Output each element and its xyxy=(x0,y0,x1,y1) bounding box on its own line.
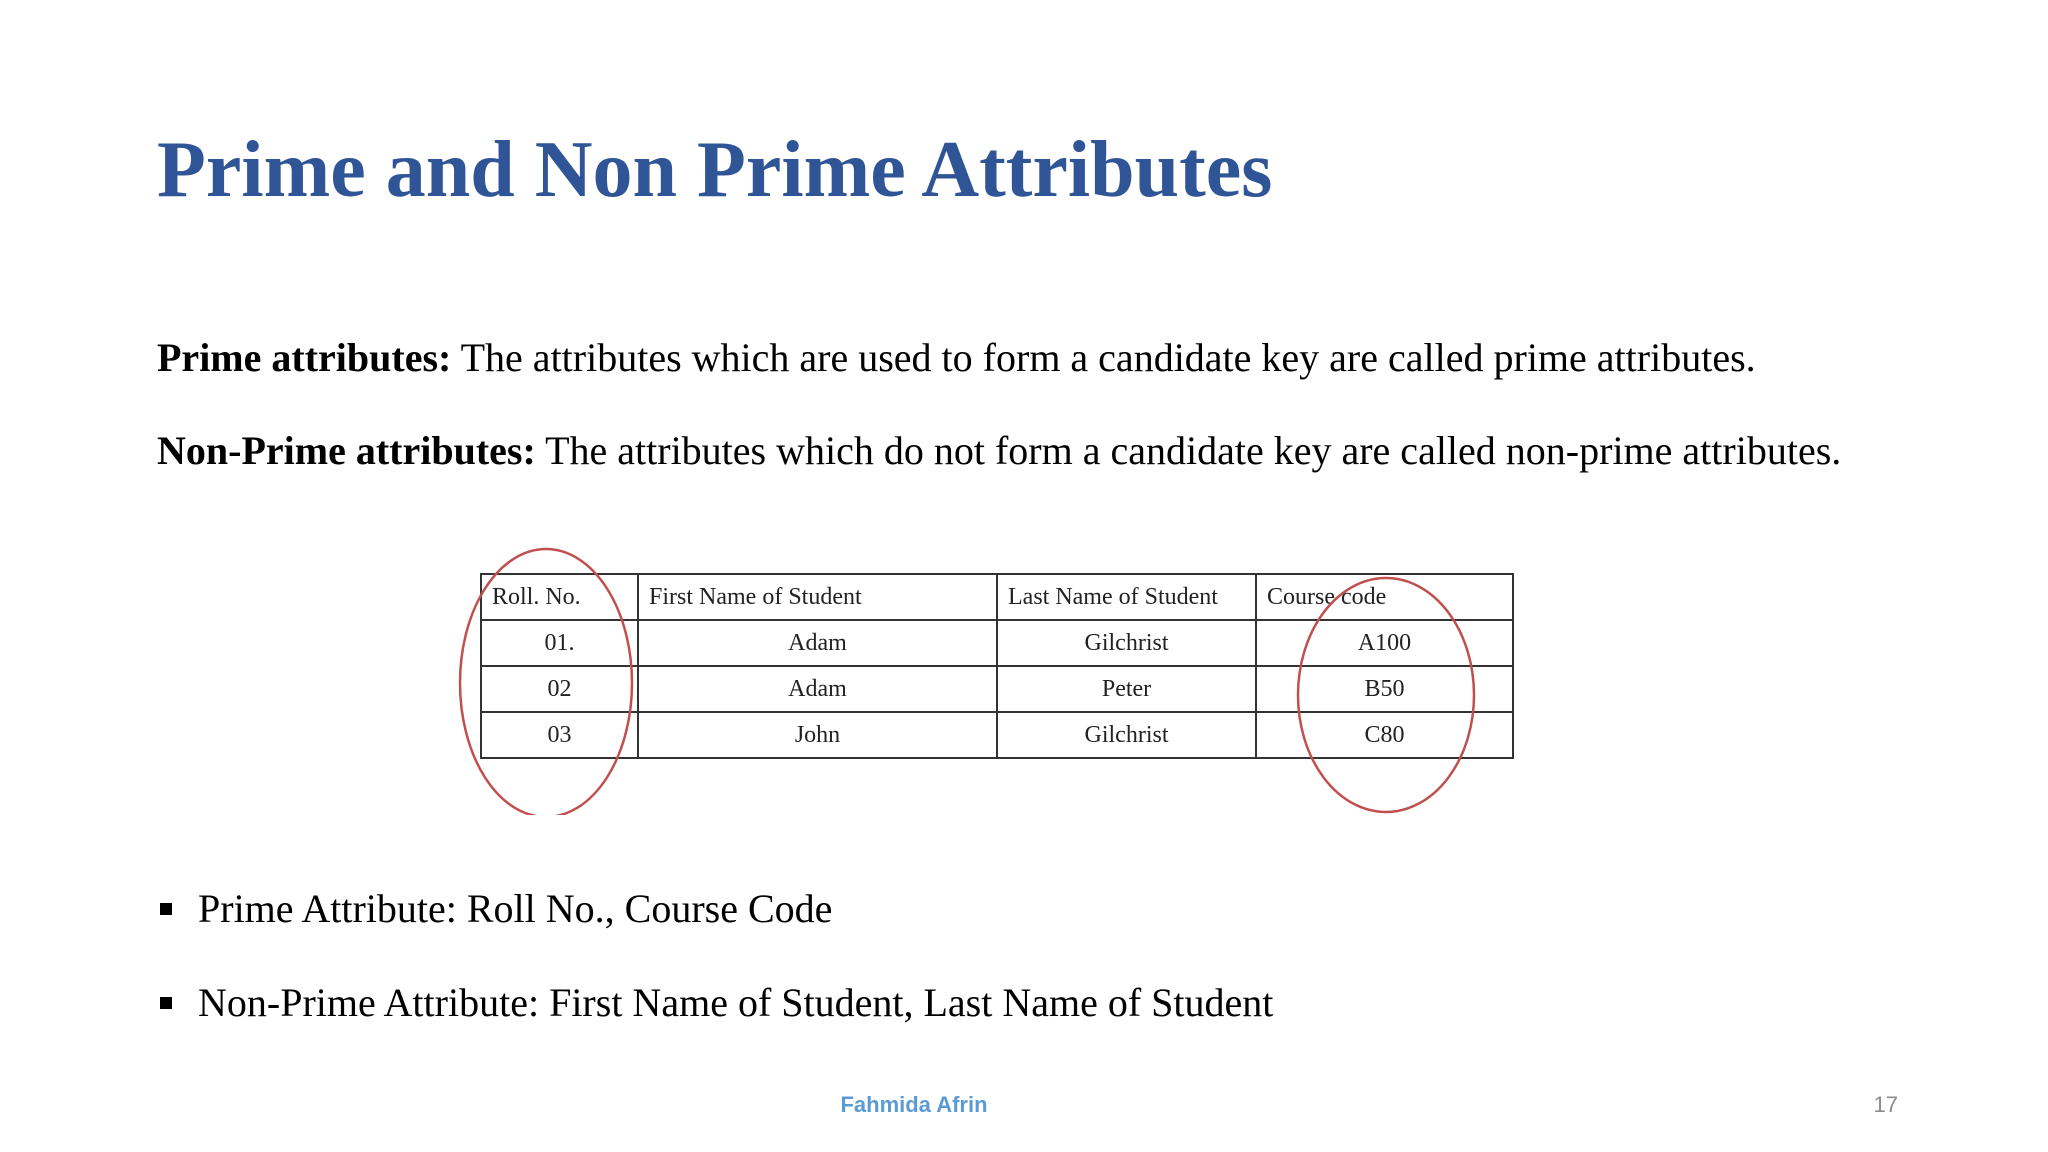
header-course-code: Course code xyxy=(1256,574,1513,620)
page-number: 17 xyxy=(1873,1092,1898,1117)
cell-first-name: Adam xyxy=(638,666,997,712)
footer-author: Fahmida Afrin xyxy=(840,1092,988,1117)
prime-definition xyxy=(157,322,1900,394)
cell-first-name: Adam xyxy=(638,620,997,666)
table-row xyxy=(481,712,1513,758)
bullet-text: Non-Prime Attribute: First Name of Student, Last Name of Student xyxy=(198,980,1274,1025)
header-last-name: Last Name of Student xyxy=(997,574,1256,620)
list-item xyxy=(157,956,1273,1050)
cell-course-code: B50 xyxy=(1256,666,1513,712)
header-first-name: First Name of Student xyxy=(638,574,997,620)
prime-term: Prime attributes: xyxy=(157,335,452,380)
table-header-row xyxy=(481,574,1513,620)
nonprime-text: The attributes which do not form a candidate key are called non-prime attributes. xyxy=(535,428,1842,473)
cell-roll-no: 02 xyxy=(481,666,638,712)
nonprime-term: Non-Prime attributes: xyxy=(157,428,536,473)
header-roll-no: Roll. No. xyxy=(481,574,638,620)
table-row xyxy=(481,620,1513,666)
cell-last-name: Peter xyxy=(997,666,1256,712)
cell-roll-no: 01. xyxy=(481,620,638,666)
cell-course-code: C80 xyxy=(1256,712,1513,758)
cell-last-name: Gilchrist xyxy=(997,712,1256,758)
bullet-text: Prime Attribute: Roll No., Course Code xyxy=(198,886,833,931)
slide-title: Prime and Non Prime Attributes xyxy=(157,126,1273,214)
prime-text: The attributes which are used to form a candidate key are called prime attributes. xyxy=(451,335,1756,380)
cell-roll-no: 03 xyxy=(481,712,638,758)
list-item xyxy=(157,862,1273,956)
cell-first-name: John xyxy=(638,712,997,758)
cell-course-code: A100 xyxy=(1256,620,1513,666)
bullet-list xyxy=(157,862,1273,1050)
nonprime-definition xyxy=(157,415,1900,487)
cell-last-name: Gilchrist xyxy=(997,620,1256,666)
student-table-figure xyxy=(456,545,1519,815)
student-table xyxy=(480,573,1514,759)
square-bullet-icon xyxy=(160,997,172,1009)
table-row xyxy=(481,666,1513,712)
square-bullet-icon xyxy=(160,903,172,915)
